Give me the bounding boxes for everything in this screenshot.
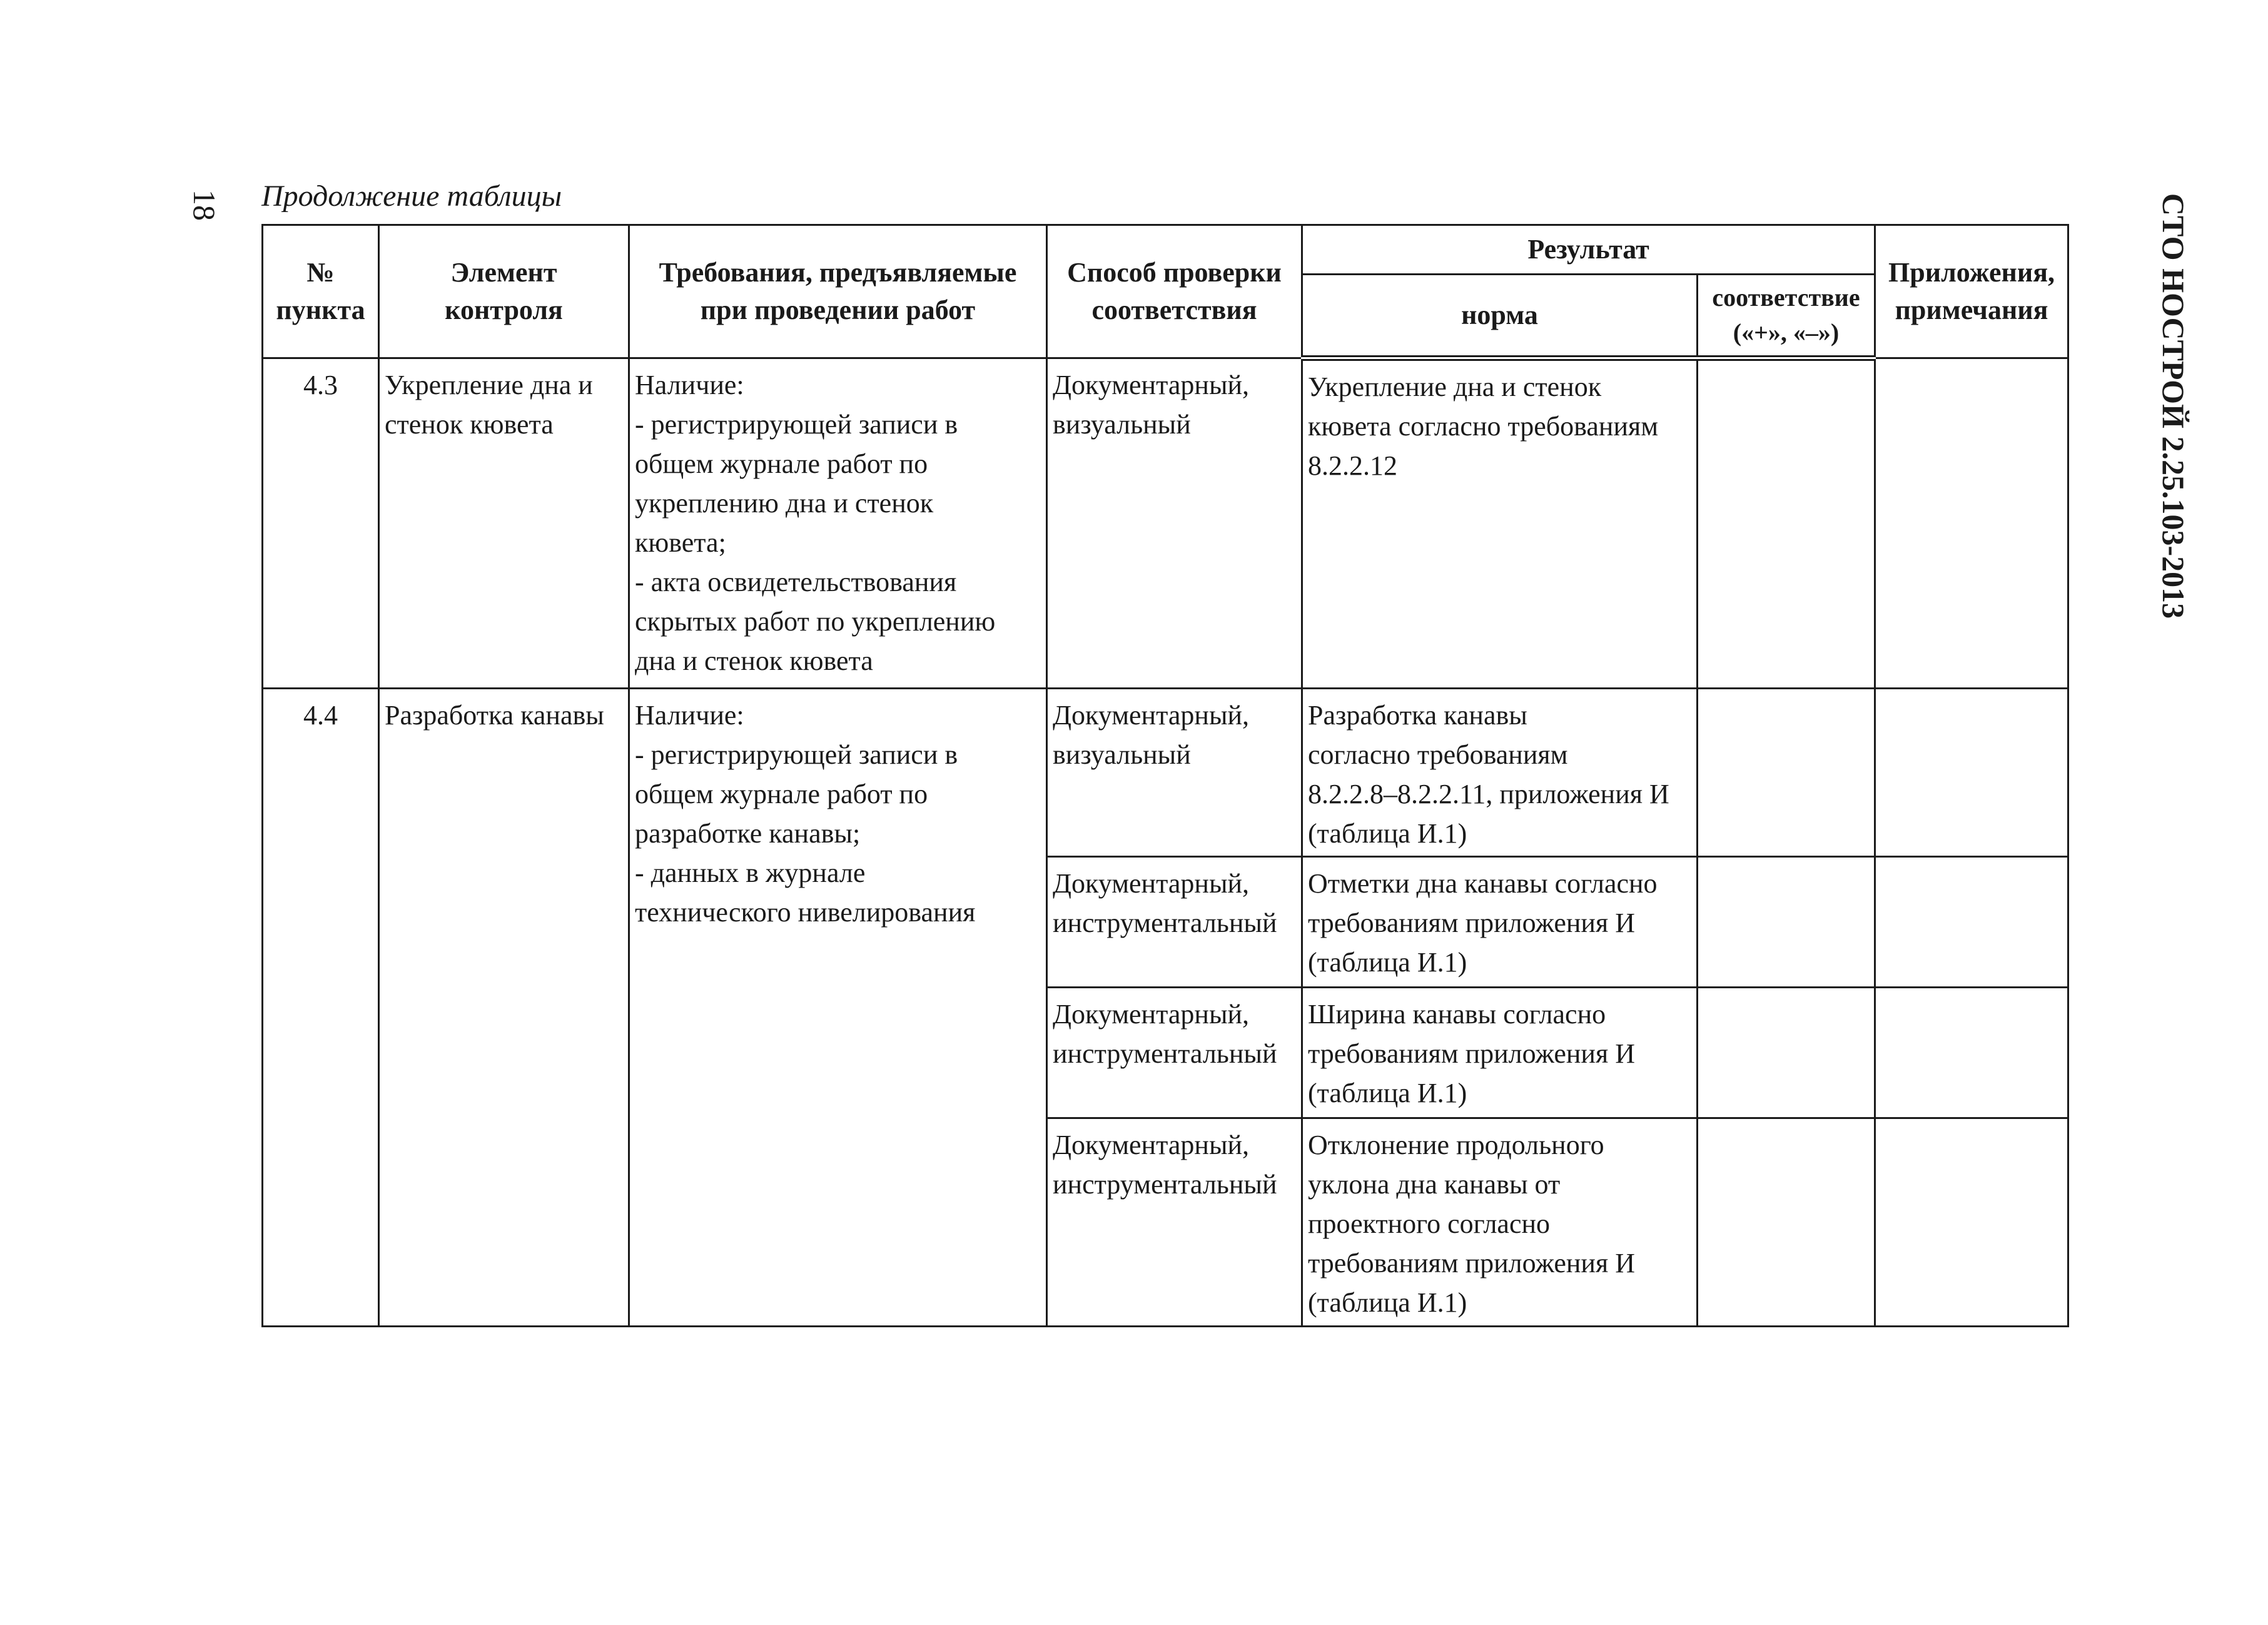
- row-num: 4.4: [263, 689, 379, 1327]
- text-line: Укрепление дна и: [385, 370, 593, 400]
- row-num: 4.3: [263, 358, 379, 689]
- text-line: Документарный,: [1053, 999, 1250, 1030]
- text-line: укреплению дна и стенок: [635, 488, 934, 519]
- row-notes: [1875, 857, 2068, 988]
- row-conformity: [1698, 988, 1875, 1118]
- row-method: [1047, 1118, 1302, 1327]
- text-line: Документарный,: [1053, 700, 1250, 731]
- text-line: кювета;: [635, 527, 726, 558]
- header-notes-line: примечания: [1895, 295, 2048, 325]
- row-requirements: [629, 689, 1047, 1327]
- header-notes-line: Приложения,: [1888, 257, 2055, 288]
- text-line: Укрепление дна и стенок: [1308, 372, 1602, 402]
- header-row: [263, 225, 2068, 275]
- inspection-table: [261, 224, 2069, 1327]
- row-conformity: [1698, 358, 1875, 689]
- text-line: - регистрирующей записи в: [635, 409, 958, 440]
- text-line: общем журнале работ по: [635, 448, 928, 479]
- text-line: Документарный,: [1053, 370, 1250, 400]
- table-row: [263, 689, 2068, 857]
- header-method-line: Способ проверки: [1067, 257, 1282, 288]
- row-requirements: [629, 358, 1047, 689]
- row-element: [379, 689, 629, 1327]
- row-method: [1047, 689, 1302, 857]
- header-conformity: [1698, 275, 1875, 358]
- header-conformity-line: («+», «–»): [1733, 318, 1840, 347]
- text-line: требованиям приложения И: [1308, 908, 1635, 938]
- row-conformity: [1698, 857, 1875, 988]
- row-norm: [1302, 358, 1698, 689]
- text-line: дна и стенок кювета: [635, 645, 873, 676]
- text-line: Разработка канавы: [1308, 700, 1527, 731]
- row-conformity: [1698, 1118, 1875, 1327]
- text-line: (таблица И.1): [1308, 947, 1467, 978]
- header-norm: норма: [1302, 275, 1698, 358]
- text-line: - регистрирующей записи в: [635, 739, 958, 770]
- text-line: (таблица И.1): [1308, 1287, 1467, 1318]
- text-line: инструментальный: [1053, 908, 1277, 938]
- page-number: 18: [187, 190, 222, 221]
- text-line: требованиям приложения И: [1308, 1248, 1635, 1278]
- row-norm: [1302, 857, 1698, 988]
- row-notes: [1875, 358, 2068, 689]
- text-line: разработке канавы;: [635, 818, 861, 849]
- header-element: [379, 225, 629, 358]
- header-requirements-line: Требования, предъявляемые: [659, 257, 1017, 288]
- header-num-line: пункта: [276, 295, 365, 325]
- header-notes: [1875, 225, 2068, 358]
- row-norm: [1302, 1118, 1698, 1327]
- header-requirements-line: при проведении работ: [700, 295, 976, 325]
- text-line: скрытых работ по укреплению: [635, 606, 996, 637]
- text-line: Наличие:: [635, 700, 744, 731]
- text-line: - данных в журнале: [635, 858, 866, 888]
- table-caption: Продолжение таблицы: [261, 180, 562, 213]
- row-method: [1047, 857, 1302, 988]
- header-result: Результат: [1302, 225, 1875, 275]
- text-line: Отметки дна канавы согласно: [1308, 868, 1658, 899]
- text-line: Документарный,: [1053, 1130, 1250, 1160]
- text-line: согласно требованиям: [1308, 739, 1568, 770]
- text-line: общем журнале работ по: [635, 779, 928, 809]
- row-method: [1047, 988, 1302, 1118]
- header-method-line: соответствия: [1091, 295, 1257, 325]
- text-line: уклона дна канавы от: [1308, 1169, 1561, 1200]
- row-element: [379, 358, 629, 689]
- row-norm: [1302, 689, 1698, 857]
- table-row: [263, 358, 2068, 689]
- row-notes: [1875, 988, 2068, 1118]
- text-line: 8.2.2.12: [1308, 450, 1397, 481]
- text-line: Отклонение продольного: [1308, 1130, 1604, 1160]
- text-line: инструментальный: [1053, 1038, 1277, 1069]
- text-line: - акта освидетельствования: [635, 567, 957, 597]
- row-norm: [1302, 988, 1698, 1118]
- header-requirements: [629, 225, 1047, 358]
- text-line: стенок кювета: [385, 409, 554, 440]
- text-line: инструментальный: [1053, 1169, 1277, 1200]
- row-conformity: [1698, 689, 1875, 857]
- header-element-line: Элемент: [450, 257, 557, 288]
- header-conformity-line: соответствие: [1712, 283, 1860, 311]
- text-line: Наличие:: [635, 370, 744, 400]
- row-notes: [1875, 689, 2068, 857]
- row-method: [1047, 358, 1302, 689]
- document-code: СТО НОСТРОЙ 2.25.103-2013: [2156, 193, 2191, 619]
- text-line: визуальный: [1053, 739, 1191, 770]
- header-num: [263, 225, 379, 358]
- text-line: Документарный,: [1053, 868, 1250, 899]
- text-line: технического нивелирования: [635, 897, 976, 928]
- text-line: (таблица И.1): [1308, 818, 1467, 849]
- header-element-line: контроля: [445, 295, 563, 325]
- text-line: Ширина канавы согласно: [1308, 999, 1606, 1030]
- text-line: (таблица И.1): [1308, 1078, 1467, 1108]
- row-notes: [1875, 1118, 2068, 1327]
- text-line: требованиям приложения И: [1308, 1038, 1635, 1069]
- text-line: кювета согласно требованиям: [1308, 411, 1659, 442]
- header-method: [1047, 225, 1302, 358]
- header-num-line: №: [306, 257, 335, 288]
- text-line: Разработка канавы: [385, 700, 604, 731]
- text-line: 8.2.2.8–8.2.2.11, приложения И: [1308, 779, 1669, 809]
- text-line: визуальный: [1053, 409, 1191, 440]
- text-line: проектного согласно: [1308, 1208, 1551, 1239]
